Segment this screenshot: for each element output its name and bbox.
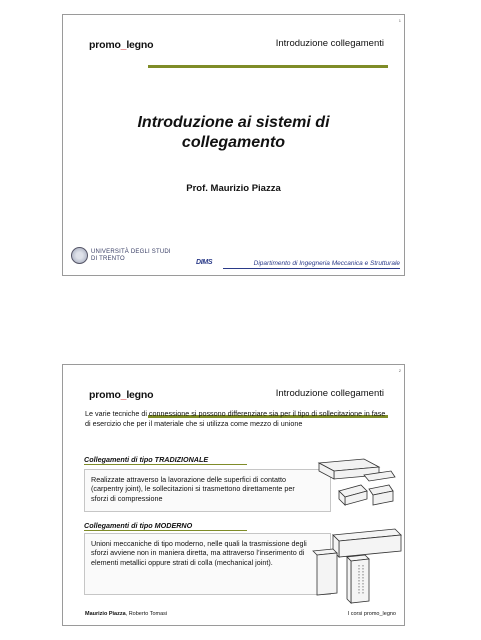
footer-course: I corsi promo_legno: [347, 611, 396, 617]
header-rule: [148, 65, 388, 68]
author-name: Prof. Maurizio Piazza: [186, 183, 281, 194]
promo-legno-logo: promo_legno: [89, 389, 154, 401]
carpentry-joint-illustration: [309, 455, 399, 515]
slide-header-title: Introduzione collegamenti: [275, 388, 384, 399]
presentation-title: Introduzione ai sistemi di collegamento: [137, 114, 330, 151]
dims-logo: DIMS: [196, 259, 213, 266]
section-modern-heading: Collegamenti di tipo MODERNO: [84, 521, 193, 530]
traditional-description: Realizzate attraverso la lavorazione delle superfici di contatto (carpentry joint), le sollecitazioni si trasmettono direttamente per sforzi di compressione: [91, 475, 295, 503]
university-crest-icon: [71, 247, 88, 264]
footer-authors: Maurizio Piazza, Roberto Tomasi: [85, 611, 168, 617]
modern-description: Unioni meccaniche di tipo moderno, nelle quali la trasmissione degli sforzi avviene non in maniera diretta, ma attraverso l’inserimento di elementi metallici oppure strati di colla (mechanical joint).: [91, 539, 307, 567]
slide-header-title: Introduzione collegamenti: [275, 38, 384, 49]
section-rule: [84, 464, 247, 465]
mechanical-joint-illustration: [303, 521, 403, 607]
footer-rule: [223, 268, 400, 269]
slide-number: 2: [398, 368, 401, 373]
slide-number: 1: [398, 18, 401, 23]
section-rule: [84, 530, 247, 531]
section-traditional-heading: Collegamenti di tipo TRADIZIONALE: [84, 455, 209, 464]
slide-2: [62, 364, 405, 626]
intro-paragraph: Le varie tecniche di connessione si possono differenziare sia per il tipo di sollecitazione in fase di esercizio che per il materiale che si utilizza come mezzo di unione: [85, 409, 386, 428]
university-name: UNIVERSITÀ DEGLI STUDI DI TRENTO: [91, 249, 171, 262]
promo-legno-logo: promo_legno: [89, 39, 154, 51]
department-name: Dipartimento di Ingegneria Meccanica e Strutturale: [253, 260, 400, 267]
slide-1: [62, 14, 405, 276]
